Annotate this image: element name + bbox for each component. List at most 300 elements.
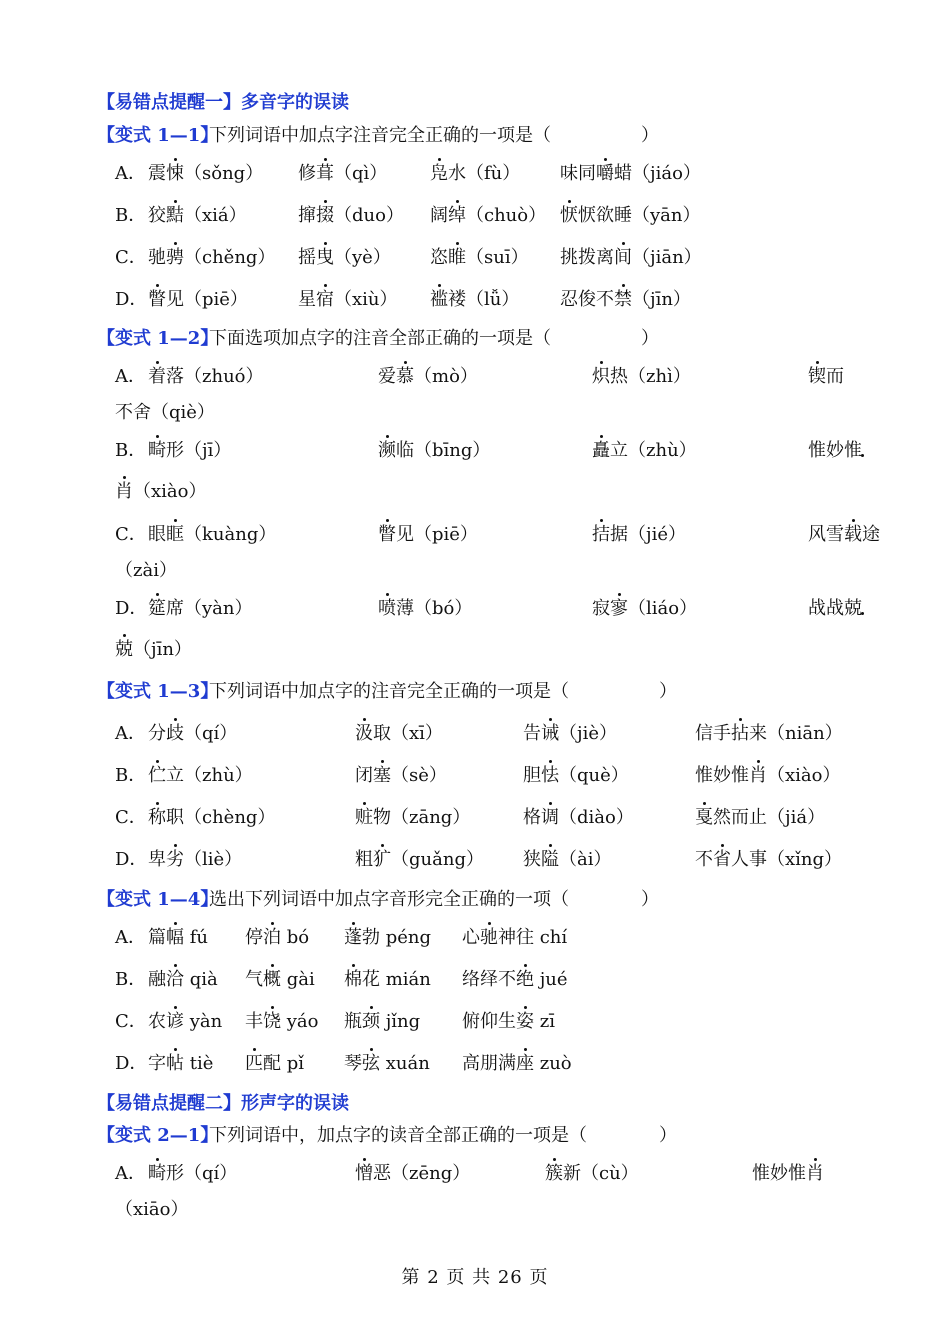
option-word <box>344 924 431 952</box>
word-suffix: zuò <box>534 1053 572 1074</box>
word-prefix: 摇 <box>298 247 316 268</box>
word-prefix: 震 <box>148 163 166 184</box>
dotted-char: 悚 <box>166 160 184 188</box>
word-prefix: 丰 <box>245 1011 263 1032</box>
dotted-char: 睢 <box>448 244 466 272</box>
word-prefix: 不 <box>695 849 713 870</box>
page-footer: 第 2 页 共 26 页 <box>401 1267 549 1288</box>
option-letter: A． <box>115 366 146 387</box>
word-suffix: （jīn） <box>632 289 691 310</box>
option-word <box>245 966 315 994</box>
option-word <box>355 804 470 832</box>
dotted-char: 簇 <box>545 1160 563 1188</box>
word-prefix: 告 <box>523 723 541 744</box>
continuation-text <box>115 478 206 506</box>
dotted-char: 眶 <box>166 521 184 549</box>
option-word <box>462 1008 555 1036</box>
dotted-char: 绝 <box>516 966 534 994</box>
word-suffix: （xiá） <box>184 205 247 226</box>
dotted-char: 畸 <box>148 437 166 465</box>
dotted-char: 隘 <box>541 846 559 874</box>
dotted-char: 塞 <box>373 762 391 790</box>
option-word <box>560 244 702 272</box>
word-suffix: （suī） <box>466 247 529 268</box>
dotted-char: 犷 <box>373 846 391 874</box>
option-word <box>148 720 237 748</box>
dotted-char: 禁 <box>614 286 632 314</box>
word-suffix: （què） <box>559 765 629 786</box>
option-word <box>695 804 825 832</box>
dotted-char: 载 <box>844 521 862 549</box>
word-suffix: （liáo） <box>628 598 698 619</box>
option-row <box>0 244 950 272</box>
option-word <box>355 762 447 790</box>
option-letter: D． <box>115 849 148 870</box>
dotted-char: 兢 <box>115 636 133 664</box>
dotted-char: 瞥 <box>378 521 396 549</box>
word-prefix: 俯仰生 <box>462 1011 516 1032</box>
option-row <box>0 1008 950 1036</box>
dotted-char: 筵 <box>148 595 166 623</box>
question-stem: 下列词语中加点字注音完全正确的一项是（ ） <box>209 125 659 146</box>
option-word <box>462 1050 572 1078</box>
option-letter: B． <box>115 969 147 990</box>
option-word <box>695 846 842 874</box>
option-letter: C． <box>115 807 147 828</box>
dotted-char: 饶 <box>263 1008 281 1036</box>
dotted-char: 幅 <box>166 924 184 952</box>
option-row <box>0 924 950 952</box>
dotted-char: 凫 <box>430 160 448 188</box>
word-suffix: xuán <box>380 1053 430 1074</box>
dotted-char: 驰 <box>480 924 498 952</box>
word-prefix: 阔 <box>430 205 448 226</box>
word-suffix: （qí） <box>184 723 238 744</box>
option-word <box>560 160 701 188</box>
option-word <box>545 1160 639 1188</box>
continuation-text <box>115 557 177 585</box>
dotted-char: 矗 <box>592 437 610 465</box>
option-word <box>148 846 242 874</box>
option-row <box>0 202 950 230</box>
word-prefix: 驰 <box>148 247 166 268</box>
word-prefix: 狭 <box>523 849 541 870</box>
question-stem: 下列词语中加点字的注音完全正确的一项是（ ） <box>209 681 677 702</box>
word-suffix: qià <box>184 969 218 990</box>
word-suffix: 然而止（jiá） <box>713 807 826 828</box>
option-word <box>752 1160 824 1188</box>
option-word <box>560 286 691 314</box>
word-prefix: 惟妙惟 <box>808 440 862 461</box>
option-row <box>0 846 950 874</box>
word-suffix: fú <box>184 927 208 948</box>
continuation-text <box>115 1196 188 1224</box>
option-word <box>523 846 612 874</box>
dotted-char: 怯 <box>541 762 559 790</box>
word-prefix: 信手 <box>695 723 731 744</box>
option-word <box>148 160 263 188</box>
word-prefix: 瓶 <box>344 1011 362 1032</box>
word-prefix: 惟妙惟 <box>695 765 749 786</box>
option-row <box>0 762 950 790</box>
word-suffix: 临（bīng） <box>396 440 491 461</box>
word-prefix: 心 <box>462 927 480 948</box>
word-suffix: 神往 chí <box>498 927 568 948</box>
word-suffix: yàn <box>184 1011 223 1032</box>
word-prefix: 眼 <box>148 524 166 545</box>
dotted-char: 帖 <box>166 1050 184 1078</box>
dotted-char: 劣 <box>166 846 184 874</box>
option-letter: C． <box>115 247 147 268</box>
word-suffix: 席（yàn） <box>166 598 253 619</box>
word-suffix: 落（zhuó） <box>166 366 264 387</box>
dotted-char: 曳 <box>316 244 334 272</box>
option-row <box>0 804 950 832</box>
option-word <box>695 720 843 748</box>
dotted-char: 畸 <box>148 1160 166 1188</box>
word-suffix: （kuàng） <box>184 524 277 545</box>
option-word <box>298 160 387 188</box>
word-prefix: 狡 <box>148 205 166 226</box>
option-letter: C． <box>115 1011 147 1032</box>
word-prefix: 闭 <box>355 765 373 786</box>
word-prefix: 撺 <box>298 205 316 226</box>
option-word <box>148 286 248 314</box>
option-continuation <box>0 557 950 585</box>
dotted-char: 掇 <box>316 202 334 230</box>
word-suffix: 形（qí） <box>166 1163 238 1184</box>
word-suffix: 来（niān） <box>749 723 843 744</box>
section-heading-1 <box>0 89 950 117</box>
word-prefix: 停 <box>245 927 263 948</box>
word-suffix: （mò） <box>414 366 478 387</box>
dotted-char: 蓬 <box>344 924 362 952</box>
option-word <box>148 762 253 790</box>
word-suffix: 据（jié） <box>610 524 686 545</box>
option-word <box>378 595 472 623</box>
word-suffix: 水（fù） <box>448 163 521 184</box>
dotted-char: 座 <box>516 1050 534 1078</box>
option-word <box>344 1008 420 1036</box>
dotted-char: 赃 <box>355 804 373 832</box>
option-letter: C． <box>115 524 147 545</box>
dotted-char: 颈 <box>362 1008 380 1036</box>
dotted-char: 葺 <box>316 160 334 188</box>
word-suffix: 取（xī） <box>373 723 443 744</box>
word-prefix: 忍俊不 <box>560 289 614 310</box>
word-suffix: （yè） <box>334 247 391 268</box>
continuation-text <box>115 636 192 664</box>
word-prefix: 味同 <box>560 163 596 184</box>
word-suffix: （chuò） <box>466 205 547 226</box>
dotted-char: 姿 <box>516 1008 534 1036</box>
question-1-3 <box>0 678 950 706</box>
option-word <box>148 1008 222 1036</box>
option-word <box>148 804 275 832</box>
word-suffix: （jīn） <box>133 639 192 660</box>
word-suffix: （xiào） <box>767 765 841 786</box>
option-letter: D． <box>115 289 148 310</box>
word-prefix: 恣 <box>430 247 448 268</box>
dotted-char: 憎 <box>355 1160 373 1188</box>
word-suffix: 物（zāng） <box>373 807 471 828</box>
section-title: 【易错点提醒二】形声字的误读 <box>97 1093 349 1114</box>
option-letter: B． <box>115 765 147 786</box>
question-stem: 下列词语中，加点字的读音全部正确的一项是（ ） <box>209 1125 677 1146</box>
dotted-char: 黠 <box>166 202 184 230</box>
word-prefix: 爱 <box>378 366 396 387</box>
word-suffix: gài <box>281 969 315 990</box>
dotted-char: 谚 <box>166 1008 184 1036</box>
section-title: 【易错点提醒一】多音字的误读 <box>97 92 349 113</box>
dotted-char: 伫 <box>148 762 166 790</box>
dotted-char: 弦 <box>362 1050 380 1078</box>
dotted-char: 肖 <box>806 1160 824 1188</box>
option-word <box>245 924 309 952</box>
option-word <box>148 437 231 465</box>
continuation: 不舍（qiè） <box>115 402 215 423</box>
dotted-char: 戛 <box>695 804 713 832</box>
option-continuation <box>0 1196 950 1224</box>
option-continuation <box>0 478 950 506</box>
option-letter: B． <box>115 440 147 461</box>
word-suffix: 新（cù） <box>563 1163 639 1184</box>
word-prefix: 琴 <box>344 1053 362 1074</box>
continuation: （zài） <box>115 560 177 581</box>
dotted-char: 慕 <box>396 363 414 391</box>
word-suffix: 途 <box>862 524 880 545</box>
option-word <box>355 1160 470 1188</box>
option-word <box>148 1050 213 1078</box>
word-suffix: yáo <box>281 1011 319 1032</box>
option-word <box>298 202 404 230</box>
dotted-char: 骋 <box>166 244 184 272</box>
option-word <box>148 966 218 994</box>
option-row <box>0 966 950 994</box>
word-suffix: 恶（zēng） <box>373 1163 471 1184</box>
word-suffix: 恹欲睡（yān） <box>578 205 701 226</box>
word-suffix: jǐng <box>380 1011 421 1032</box>
option-word <box>378 363 478 391</box>
question-stem: 选出下列词语中加点字音形完全正确的一项（ ） <box>209 889 659 910</box>
option-word <box>592 595 697 623</box>
option-row <box>0 1050 950 1078</box>
dotted-char: 恹 <box>560 202 578 230</box>
word-prefix: 星 <box>298 289 316 310</box>
dotted-char: 间 <box>614 244 632 272</box>
word-suffix: 见（piē） <box>396 524 478 545</box>
word-prefix: 农 <box>148 1011 166 1032</box>
word-prefix: 融 <box>148 969 166 990</box>
dotted-char: 拮 <box>592 521 610 549</box>
dotted-char: 宿 <box>316 286 334 314</box>
option-word <box>523 720 617 748</box>
word-prefix: 风雪 <box>808 524 844 545</box>
option-letter: B． <box>115 205 147 226</box>
option-letter: D． <box>115 598 148 619</box>
word-suffix: 配 pǐ <box>263 1053 305 1074</box>
dotted-char: 歧 <box>166 720 184 748</box>
section-heading-2 <box>0 1090 950 1118</box>
word-suffix: 立（zhù） <box>610 440 697 461</box>
option-word <box>148 363 264 391</box>
option-letter: A． <box>115 723 146 744</box>
dotted-char: 汲 <box>355 720 373 748</box>
dotted-char: 称 <box>148 804 166 832</box>
option-word <box>808 363 844 391</box>
word-prefix: 篇 <box>148 927 166 948</box>
option-word <box>592 437 697 465</box>
dotted-char: 棉 <box>344 966 362 994</box>
option-word <box>378 437 490 465</box>
word-suffix: 褛（lǚ） <box>448 289 520 310</box>
word-suffix: （jiè） <box>559 723 617 744</box>
option-word <box>462 924 567 952</box>
question-label: 【变式 1—2】 <box>97 328 219 349</box>
option-word <box>298 244 391 272</box>
dotted-char: 瞥 <box>148 286 166 314</box>
word-suffix: 人事（xǐng） <box>731 849 843 870</box>
word-prefix: 惟妙惟 <box>752 1163 806 1184</box>
option-word <box>560 202 701 230</box>
word-suffix: （sè） <box>391 765 447 786</box>
question-label: 【变式 1—3】 <box>97 681 219 702</box>
option-word <box>344 1050 430 1078</box>
word-suffix: 热（zhì） <box>610 366 691 387</box>
option-continuation <box>0 399 950 427</box>
option-word <box>355 846 484 874</box>
dotted-char: 炽 <box>592 363 610 391</box>
option-word <box>344 966 431 994</box>
question-label: 【变式 1—1】 <box>97 125 219 146</box>
word-suffix: bó <box>281 927 310 948</box>
continuation: （xiāo） <box>115 1199 189 1220</box>
option-letter: A． <box>115 1163 146 1184</box>
option-word <box>430 286 519 314</box>
option-word <box>245 1008 318 1036</box>
dotted-char: 濒 <box>378 437 396 465</box>
dotted-char: 省 <box>713 846 731 874</box>
dotted-char: 肖 <box>115 478 133 506</box>
dotted-char: 嚼 <box>596 160 614 188</box>
dotted-char: 褴 <box>430 286 448 314</box>
dotted-char: 诫 <box>541 720 559 748</box>
option-row <box>0 160 950 188</box>
word-suffix: 见（piē） <box>166 289 248 310</box>
option-letter: A． <box>115 927 146 948</box>
word-suffix: （xiào） <box>133 481 207 502</box>
continuation-text <box>115 399 215 427</box>
option-letter: D． <box>115 1053 148 1074</box>
option-word <box>148 924 208 952</box>
word-suffix: tiè <box>184 1053 214 1074</box>
dotted-char: 喷 <box>378 595 396 623</box>
option-word <box>378 521 478 549</box>
option-word <box>808 521 880 549</box>
word-suffix: （ài） <box>559 849 612 870</box>
option-word <box>808 437 862 465</box>
word-suffix: 职（chèng） <box>166 807 276 828</box>
word-suffix: 蜡（jiáo） <box>614 163 701 184</box>
option-word <box>430 244 529 272</box>
word-suffix: jué <box>534 969 568 990</box>
word-prefix: 寂 <box>592 598 610 619</box>
dotted-char: 匹 <box>245 1050 263 1078</box>
word-prefix: 络绎不 <box>462 969 516 990</box>
question-label: 【变式 2—1】 <box>97 1125 219 1146</box>
word-suffix: 形（jī） <box>166 440 232 461</box>
option-continuation <box>0 636 950 664</box>
option-word <box>592 363 691 391</box>
word-prefix: 分 <box>148 723 166 744</box>
word-suffix: 花 mián <box>362 969 431 990</box>
dotted-char: 着 <box>148 363 166 391</box>
word-suffix: （qì） <box>334 163 388 184</box>
option-word <box>148 521 276 549</box>
word-suffix: （chěng） <box>184 247 276 268</box>
word-suffix: （xiù） <box>334 289 398 310</box>
word-suffix: （guǎng） <box>391 849 484 870</box>
option-word <box>695 762 840 790</box>
option-word <box>430 160 520 188</box>
word-suffix: 而 <box>826 366 844 387</box>
word-suffix: 勃 péng <box>362 927 432 948</box>
dotted-char: 调 <box>541 804 559 832</box>
word-prefix: 格 <box>523 807 541 828</box>
word-prefix: 卑 <box>148 849 166 870</box>
word-suffix: 薄（bó） <box>396 598 473 619</box>
option-row <box>0 521 950 549</box>
dotted-char: 泊 <box>263 924 281 952</box>
word-suffix: 立（zhù） <box>166 765 253 786</box>
option-word <box>298 286 398 314</box>
option-word <box>592 521 686 549</box>
dotted-char: 拈 <box>731 720 749 748</box>
option-word <box>523 762 629 790</box>
option-letter: A． <box>115 163 146 184</box>
word-suffix: （sǒng） <box>184 163 264 184</box>
option-word <box>148 595 253 623</box>
word-suffix: （jiān） <box>632 247 702 268</box>
option-row <box>0 720 950 748</box>
word-suffix: zī <box>534 1011 555 1032</box>
word-prefix: 胆 <box>523 765 541 786</box>
question-stem: 下面选项加点字的注音全部正确的一项是（ ） <box>209 328 659 349</box>
option-word <box>148 1160 237 1188</box>
word-prefix: 高朋满 <box>462 1053 516 1074</box>
option-word <box>148 202 247 230</box>
dotted-char: 肖 <box>749 762 767 790</box>
option-word <box>148 244 275 272</box>
option-word <box>462 966 568 994</box>
option-word <box>245 1050 304 1078</box>
question-1-2 <box>0 325 950 353</box>
question-1-4 <box>0 886 950 914</box>
question-2-1 <box>0 1122 950 1150</box>
option-row <box>0 1160 950 1188</box>
option-word <box>355 720 443 748</box>
dotted-char: 锲 <box>808 363 826 391</box>
option-row <box>0 363 950 391</box>
word-prefix: 战战兢 <box>808 598 862 619</box>
option-row <box>0 595 950 623</box>
option-row <box>0 286 950 314</box>
word-prefix: 粗 <box>355 849 373 870</box>
word-prefix: 修 <box>298 163 316 184</box>
dotted-char: 寥 <box>610 595 628 623</box>
option-word <box>523 804 634 832</box>
word-suffix: （liè） <box>184 849 243 870</box>
